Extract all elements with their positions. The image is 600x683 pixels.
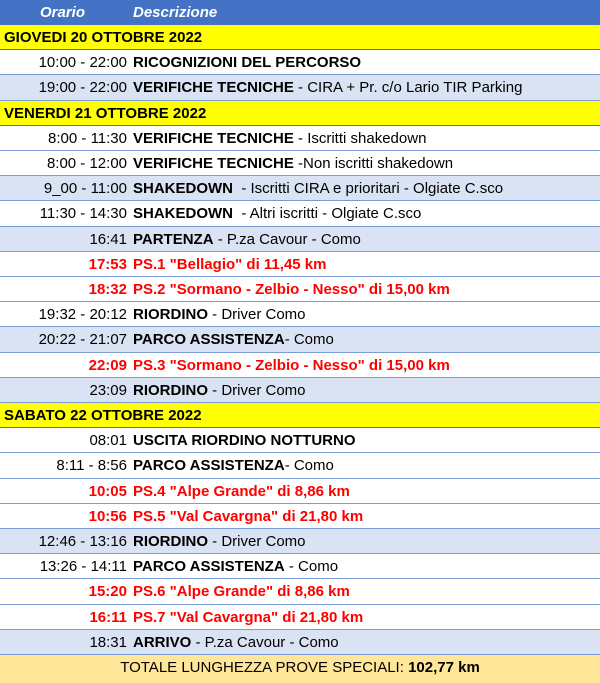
row-title: PS.2 "Sormano - Zelbio - Nesso" di 15,00 km	[133, 281, 450, 298]
row-time: 23:09	[89, 381, 127, 399]
row-time: 15:20	[88, 583, 127, 601]
row-description	[133, 634, 339, 651]
row-time: 12:46 - 13:16	[38, 533, 127, 550]
row-title: PS.4 "Alpe Grande" di 8,86 km	[133, 482, 350, 500]
row-time: 11:30 - 14:30	[39, 205, 127, 223]
day-header-row	[0, 101, 600, 126]
row-title: PARCO ASSISTENZA	[133, 457, 285, 475]
special-stage-row	[0, 353, 600, 378]
row-title: SHAKEDOWN	[133, 205, 233, 223]
row-detail: - CIRA + Pr. c/o Lario TIR Parking	[293, 79, 523, 97]
row-detail: - Driver Como	[208, 306, 306, 324]
schedule-row	[0, 75, 600, 100]
schedule-row	[0, 554, 600, 579]
special-stage-row	[0, 504, 600, 529]
special-stage-row	[0, 277, 600, 302]
schedule-row	[0, 126, 600, 151]
row-time: 16:41	[89, 230, 127, 248]
row-title: PS.7 "Val Cavargna" di 21,80 km	[133, 608, 364, 626]
row-description	[133, 54, 361, 71]
row-description	[133, 357, 450, 374]
schedule-row	[0, 453, 600, 478]
row-description	[133, 533, 306, 550]
schedule-row	[0, 151, 600, 176]
schedule-row	[0, 176, 600, 201]
row-description	[133, 205, 421, 222]
row-title: RICOGNIZIONI DEL PERCORSO	[133, 54, 362, 72]
row-title: PS.3 "Sormano - Zelbio - Nesso" di 15,00 km	[133, 356, 450, 374]
row-detail: - Iscritti shakedown	[293, 129, 427, 147]
row-title: PARTENZA	[133, 230, 214, 248]
day-label: VENERDI 21 OTTOBRE 2022	[4, 104, 207, 122]
row-title: ARRIVO	[133, 633, 192, 651]
schedule-row	[0, 378, 600, 403]
row-title: PS.6 "Alpe Grande" di 8,86 km	[133, 583, 350, 601]
schedule-row	[0, 630, 600, 655]
row-time: 19:32 - 20:12	[38, 306, 127, 324]
special-stage-row	[0, 605, 600, 630]
row-time: 18:32	[88, 281, 127, 298]
total-value: 102,77 km	[408, 659, 480, 676]
row-description	[133, 609, 363, 626]
row-detail: - Driver Como	[208, 533, 306, 550]
row-detail: - Driver Como	[208, 381, 306, 399]
row-description	[133, 180, 503, 197]
row-detail: - P.za Cavour - Como	[191, 633, 339, 651]
row-description	[133, 256, 326, 273]
row-description	[133, 306, 306, 323]
row-title: RIORDINO	[133, 381, 208, 399]
row-title: RIORDINO	[133, 533, 208, 550]
row-time: 22:09	[88, 356, 127, 374]
row-time: 20:22 - 21:07	[38, 331, 127, 349]
row-time: 10:05	[88, 482, 127, 500]
row-title: PS.5 "Val Cavargna" di 21,80 km	[133, 507, 364, 525]
row-title: VERIFICHE TECNICHE	[133, 129, 294, 147]
row-description	[133, 281, 450, 298]
row-detail: - Como	[284, 331, 334, 349]
row-description	[133, 457, 334, 474]
row-title: SHAKEDOWN	[133, 180, 233, 198]
row-time: 19:00 - 22:00	[38, 79, 127, 97]
row-title: PS.1 "Bellagio" di 11,45 km	[133, 255, 327, 273]
row-time: 10:56	[88, 507, 127, 525]
row-description	[133, 432, 356, 449]
special-stage-row	[0, 252, 600, 277]
row-title: VERIFICHE TECNICHE	[133, 155, 294, 172]
header-orario: Orario	[40, 4, 86, 21]
row-description	[133, 508, 363, 525]
row-detail: - Como	[284, 558, 339, 576]
row-time: 13:26 - 14:11	[39, 558, 127, 576]
day-label: GIOVEDI 20 OTTOBRE 2022	[4, 29, 203, 46]
row-title: VERIFICHE TECNICHE	[133, 79, 294, 97]
schedule-row	[0, 227, 600, 252]
row-description	[133, 331, 334, 348]
row-title: PARCO ASSISTENZA	[133, 331, 285, 349]
schedule-row	[0, 201, 600, 226]
schedule-row	[0, 428, 600, 453]
row-time: 16:11	[89, 608, 127, 626]
day-header-row	[0, 25, 600, 50]
row-description	[133, 558, 338, 575]
special-stage-row	[0, 479, 600, 504]
row-description	[133, 155, 453, 172]
total-row	[0, 655, 600, 683]
schedule-row	[0, 302, 600, 327]
row-description	[133, 79, 522, 96]
schedule-row	[0, 50, 600, 75]
row-description	[133, 483, 350, 500]
special-stage-row	[0, 579, 600, 604]
row-time: 08:01	[89, 432, 127, 450]
schedule-row	[0, 327, 600, 352]
row-time: 17:53	[88, 255, 127, 273]
schedule-row	[0, 529, 600, 554]
day-label: SABATO 22 OTTOBRE 2022	[4, 407, 202, 424]
table-header	[0, 0, 600, 25]
row-detail: - Iscritti CIRA e prioritari - Olgiate C.sco	[233, 180, 504, 198]
row-detail: - Como	[284, 457, 334, 475]
row-detail: - Altri iscritti - Olgiate C.sco	[233, 205, 422, 223]
row-description	[133, 583, 350, 600]
row-time: 9_00 - 11:00	[43, 180, 127, 198]
row-detail: -Non iscritti shakedown	[293, 155, 454, 172]
row-time: 10:00 - 22:00	[38, 54, 127, 72]
row-description	[133, 231, 361, 248]
row-detail: - P.za Cavour - Como	[213, 230, 361, 248]
total-label: TOTALE LUNGHEZZA PROVE SPECIALI:	[120, 659, 409, 676]
row-time: 8:00 - 12:00	[46, 155, 127, 172]
row-title: USCITA RIORDINO NOTTURNO	[133, 432, 356, 450]
row-time: 18:31	[89, 633, 127, 651]
row-description	[133, 382, 306, 399]
row-time: 8:11 - 8:56	[56, 457, 127, 475]
row-description	[133, 130, 426, 147]
row-title: RIORDINO	[133, 306, 208, 324]
row-time: 8:00 - 11:30	[48, 129, 127, 147]
row-title: PARCO ASSISTENZA	[133, 558, 285, 576]
header-descrizione: Descrizione	[133, 4, 218, 21]
day-header-row	[0, 403, 600, 428]
